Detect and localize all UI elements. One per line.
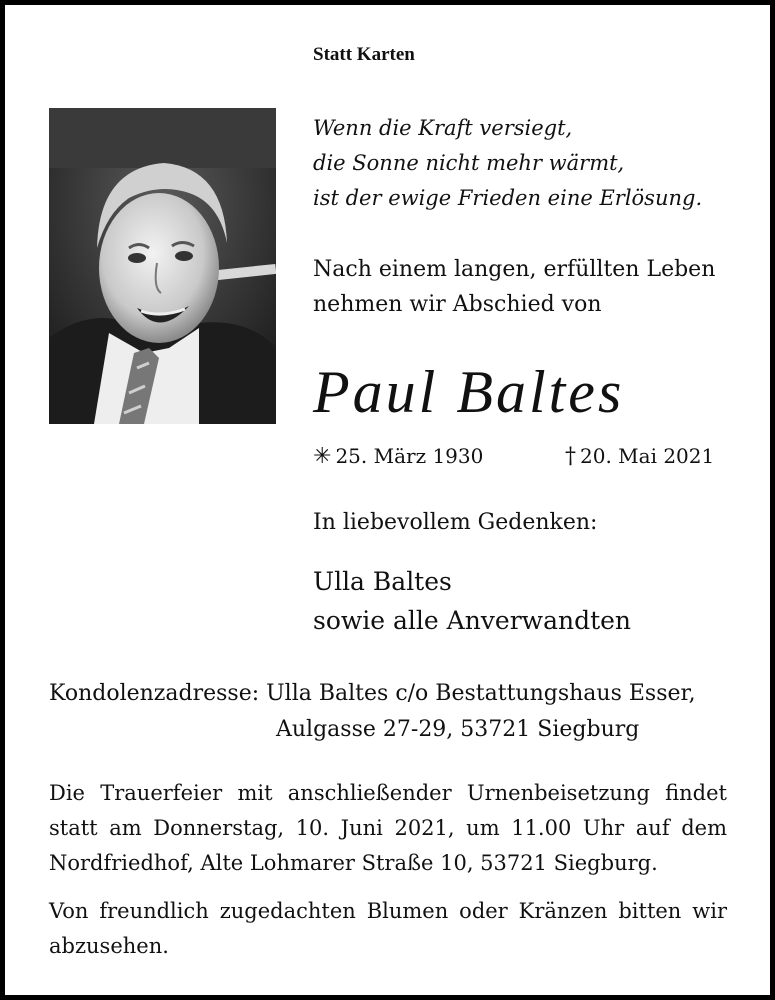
poem-line: Wenn die Kraft versiegt, (313, 116, 573, 140)
intro-line: Nach einem langen, erfüllten Leben (313, 257, 716, 282)
life-dates (313, 440, 723, 474)
poem (313, 111, 702, 216)
flowers-line: abzusehen. (49, 934, 169, 958)
ceremony-info (49, 776, 727, 881)
ceremony-line: statt am Donnerstag, 10. Juni 2021, um 11.00 Uhr auf dem (49, 816, 727, 840)
death-cross-icon: † (565, 444, 576, 469)
deceased-name: Paul Baltes (313, 359, 625, 425)
memory-heading: In liebevollem Gedenken: (313, 510, 598, 535)
notice-header: Statt Karten (313, 44, 415, 65)
death-date (565, 444, 714, 469)
condolence-address (49, 676, 696, 748)
death-date-text: 20. Mai 2021 (580, 444, 715, 468)
family-line: Ulla Baltes (313, 567, 452, 596)
flowers-note (49, 894, 727, 964)
condolence-line: Kondolenzadresse: Ulla Baltes c/o Bestattungshaus Esser, (49, 681, 696, 706)
family-line: sowie alle Anverwandten (313, 606, 632, 635)
condolence-line: Aulgasse 27-29, 53721 Siegburg (276, 717, 640, 742)
ceremony-line: Nordfriedhof, Alte Lohmarer Straße 10, 53721 Siegburg. (49, 851, 658, 875)
family-signatures (313, 562, 631, 640)
intro-line: nehmen wir Abschied von (313, 292, 602, 317)
flowers-line: Von freundlich zugedachten Blumen oder Kränzen bitten wir (49, 899, 727, 923)
poem-line: die Sonne nicht mehr wärmt, (313, 151, 625, 175)
birth-date (313, 444, 483, 469)
portrait-photo (49, 108, 276, 424)
intro-text (313, 252, 715, 322)
poem-line: ist der ewige Frieden eine Erlösung. (313, 186, 703, 210)
ceremony-line: Die Trauerfeier mit anschließender Urnenbeisetzung findet (49, 781, 727, 805)
birth-star-icon: ✳ (313, 444, 332, 469)
birth-date-text: 25. März 1930 (335, 444, 484, 468)
